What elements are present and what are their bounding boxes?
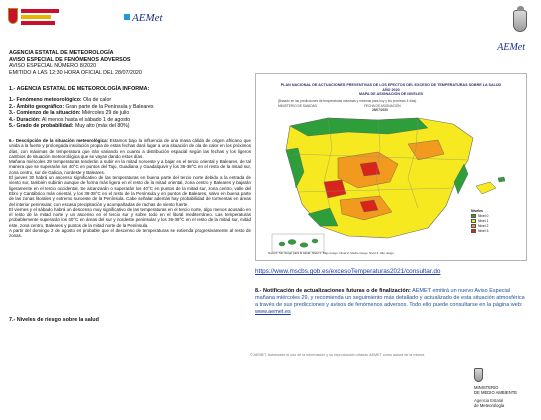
legend-title: Niveles [471,209,483,213]
map-title: PLAN NACIONAL DE ACTUACIONES PREVENTIVAS DE LOS EFECTOS DEL EXCESO DE TEMPERATURAS SOBRE LA SALUD AÑO 2020 MAPA DE ASIGNACIÓN DE NIVELES [280,83,502,97]
legend-item-level2: Nivel 2 [471,224,505,228]
description-paragraph-3: El jueves 30 habrá un ascenso significativo de las temperaturas en buena parte del tercio norte debido a la entrada de viento sur, también subirán aunque de forma más ligera en el resto de la mitad oriental, zona centro y Baleares y bajarán ligeramente en el tercio occidental. Se alcanzarán o superarán los 40°C en puntos de la mitad sur, zona centro, valle del Ebro y Cantábrico más oriental, y los 36-38°C en el resto de la Península y en puntos de Baleares, salvo en buena parte de las zonas litorales y extremo suroeste de la Península. Cabe señalar además hay probabilidad de tormentas en áreas del interior peninsular, con escasa precipitación y acompañadas de rachas de viento fuerte. [9,175,251,207]
info-section-title: 1.- AGENCIA ESTATAL DE METEOROLOGÍA INFORMA: [9,86,150,92]
notice-text: AEMET emitirá un nuevo Aviso Especial mañana miércoles 29, y recomienda un seguimiento más detallado y actualizado de esta situación atmosférica a través de sus predicciones y avisos de fenómenos adversos. Todo ello puede consultarse en la página web: [255,288,525,309]
coat-of-arms-icon [8,8,18,24]
map-legend [471,209,505,234]
ministry-logo-bars [21,8,59,25]
legend-item-level3: Nivel 3 [471,229,505,233]
map-subtitle: (Basado en las predicciones de temperaturas máximas y mínimas para hoy y los próximos 4 días) [278,99,417,103]
map-note: Nivel 0: Sin riesgo para la salud. Nivel 1: Bajo riesgo. Nivel 2: Medio riesgo. Nivel 3: Alto riesgo. [268,251,395,255]
info-item-start: 3.- Comienzo de la situación: Miércoles 29 de julio [9,110,130,117]
map-date: 28/07/2020 [372,108,388,112]
info-item-probability: 5.- Grado de probabilidad: Muy alto (más del 80%) [9,123,130,130]
description-text [9,138,251,239]
agency-name: AGENCIA ESTATAL DE METEOROLOGÍA [9,50,114,56]
canary-islands [272,234,324,252]
description-paragraph-1: 6.- Descripción de la situación meteorológica: Estamos bajo la influencia de una masa cálida de origen africano que unida a la fuerte y prolongada insolación propia de estas fechas dará lugar a una situación de ola de calor en los próximos días, con máximas de temperatura que irán variando en cuanto a distribución espacial según las fechas y los ligeros cambios de situación meteorológica que se vayan dando estos días. [9,138,251,159]
info-item-phenomenon: 1.- Fenómeno meteorológico: Ola de calor [9,97,112,103]
government-logo [8,8,74,32]
description-paragraph-5: A partir del domingo 2 de agosto es probable que el descenso de temperaturas se extienda progresivamente al resto de zonas. [9,228,251,239]
ministry-footer: MINISTERIO DE MEDIO AMBIENTE Agencia Estatal de Meteorología [474,368,524,408]
aemet-logo-left: AEMet [124,12,163,24]
info-list [9,97,249,130]
copyright-footnote: © AEMET. Autorizado el uso de la información y su reproducción citando AEMET como autora de la misma. [250,353,426,357]
description-paragraph-2: Mañana miércoles 29 temperaturas tenderán a subir en la mitad noroeste y a bajar en el tercio oriental y Baleares, de tal manera que se superarán los 40°C en puntos del Tajo, Guadiana y Guadalquivir y los 36-38°C en el resto de la mitad sur, zona centro, sur de Galicia, nordeste y Baleares. [9,159,251,175]
aemet-website-link[interactable]: www.aemet.es [255,309,291,316]
service-name: AVISO ESPECIAL DE FENÓMENOS ADVERSOS [9,56,131,63]
map-ministry: MINISTERIO DE SANIDAD [278,104,317,108]
crest-icon [513,10,527,32]
legend-item-level0: Nivel 0 [471,214,505,218]
health-ministry-link[interactable]: https://www.mscbs.gob.es/excesoTemperaturas2021/consultar.do [255,268,441,275]
risk-section-title: 7.- Niveles de riesgo sobre la salud [9,317,99,323]
issue-time: EMITIDO A LAS 12:30 HORA OFICIAL DEL 28/07/2020 [9,69,142,76]
heat-risk-map [255,73,527,261]
notice-number: AVISO ESPECIAL NÚMERO 8/2020 [9,63,97,70]
info-item-area: 2.- Ámbito geográfico: Gran parte de la Península y Baleares [9,103,154,110]
update-notice [255,288,529,316]
aemet-logo-right: AEMet [497,42,525,53]
balearic-islands [476,182,496,194]
description-paragraph-4: El viernes y el sábado habrá un descenso muy significativo de las temperaturas en el tercio norte, algo menos acusado en el resto de la mitad norte y un ascenso en el tercio sur y sobre todo en el litoral mediterráneo. Las temperaturas probablemente superarán los 40°C en áreas del sur y nordeste peninsular y los 36-38°C en el resto de la mitad sur, mitad este, zona centro, Baleares y puntos de la mitad norte de la Península. [9,206,251,228]
agency-header [9,50,249,76]
info-item-duration: 4.- Duración: Al menos hasta el sábado 1 de agosto [9,116,131,123]
ministry-crest-icon [474,368,483,382]
notice-title: 8.- Notificación de actualizaciones futuras o de finalización: [255,288,411,294]
legend-item-level1: Nivel 1 [471,219,505,223]
map-date-label: FECHA DE ASIGNACIÓN [364,104,401,108]
